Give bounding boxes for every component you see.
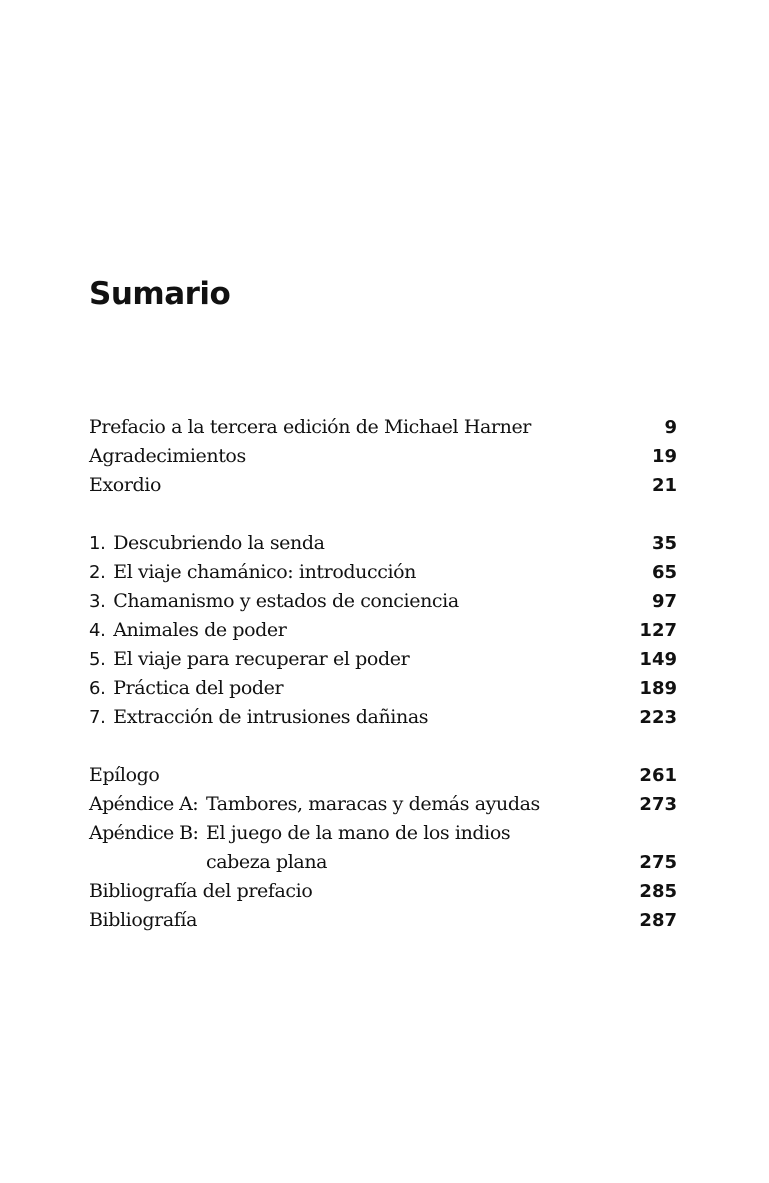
entry-page-number: 275: [639, 852, 677, 873]
entry-page-number: 127: [639, 620, 677, 641]
toc-entry-epilogue: [89, 761, 677, 790]
entry-page-number: 285: [639, 881, 677, 902]
toc-entry-acknowledgements: [89, 442, 677, 471]
chapter-title: Chamanismo y estados de conciencia: [113, 590, 459, 612]
entry-title: [89, 558, 637, 587]
toc-entry-chapter-3: [89, 587, 677, 616]
entry-page-number: 35: [651, 533, 677, 554]
appendix-label: Apéndice B:: [89, 822, 199, 844]
appendix-title: Tambores, maracas y demás ayudas: [206, 793, 540, 815]
toc-entry-preface-bibliography: [89, 877, 677, 906]
chapter-title: Animales de poder: [113, 619, 287, 641]
toc-entry-exordium: [89, 471, 677, 500]
entry-page-number: 21: [651, 475, 677, 496]
appendix-title-line-2: cabeza plana: [206, 851, 328, 873]
entry-page-number: 273: [639, 794, 677, 815]
chapter-number: 5.: [89, 649, 106, 670]
toc-entry-appendix-b: [89, 819, 677, 848]
entry-title: [89, 616, 637, 645]
entry-title: [89, 587, 637, 616]
entry-page-number: 223: [639, 707, 677, 728]
toc-entry-bibliography: [89, 906, 677, 935]
table-of-contents: [89, 413, 677, 964]
entry-page-number: 189: [639, 678, 677, 699]
entry-title: Epílogo: [89, 764, 160, 786]
entry-page-number: 287: [639, 910, 677, 931]
chapter-title: Extracción de intrusiones dañinas: [113, 706, 429, 728]
chapters-group: [89, 529, 677, 732]
entry-title: [89, 703, 637, 732]
chapter-title: El viaje chamánico: introducción: [113, 561, 417, 583]
entry-title: [89, 790, 637, 819]
entry-title: Agradecimientos: [89, 445, 246, 467]
entry-title: [89, 645, 637, 674]
toc-entry-appendix-b-continued: [89, 848, 677, 877]
entry-title: [89, 674, 637, 703]
entry-title: [89, 819, 637, 848]
toc-entry-preface: [89, 413, 677, 442]
toc-entry-chapter-4: [89, 616, 677, 645]
chapter-number: 7.: [89, 707, 106, 728]
appendix-label: Apéndice A:: [89, 793, 199, 815]
back-matter-group: [89, 761, 677, 935]
entry-title: Bibliografía del prefacio: [89, 880, 313, 902]
entry-title: [89, 529, 637, 558]
appendix-title-line-1: El juego de la mano de los indios: [206, 822, 511, 844]
toc-entry-chapter-2: [89, 558, 677, 587]
toc-entry-appendix-a: [89, 790, 677, 819]
entry-page-number: 149: [639, 649, 677, 670]
toc-entry-chapter-6: [89, 674, 677, 703]
entry-title: Exordio: [89, 474, 161, 496]
chapter-number: 6.: [89, 678, 106, 699]
chapter-number: 3.: [89, 591, 106, 612]
chapter-number: 2.: [89, 562, 106, 583]
entry-page-number: 65: [651, 562, 677, 583]
entry-title: Bibliografía: [89, 909, 198, 931]
entry-page-number: 261: [639, 765, 677, 786]
entry-page-number: 9: [664, 417, 677, 438]
chapter-title: Práctica del poder: [113, 677, 284, 699]
page-title: Sumario: [89, 276, 231, 312]
toc-entry-chapter-1: [89, 529, 677, 558]
chapter-number: 4.: [89, 620, 106, 641]
entry-page-number: 97: [651, 591, 677, 612]
front-matter-group: [89, 413, 677, 500]
chapter-title: Descubriendo la senda: [113, 532, 325, 554]
chapter-title: El viaje para recuperar el poder: [113, 648, 410, 670]
toc-entry-chapter-7: [89, 703, 677, 732]
chapter-number: 1.: [89, 533, 106, 554]
toc-entry-chapter-5: [89, 645, 677, 674]
entry-page-number: 19: [651, 446, 677, 467]
entry-title: Prefacio a la tercera edición de Michael Harner: [89, 416, 531, 438]
